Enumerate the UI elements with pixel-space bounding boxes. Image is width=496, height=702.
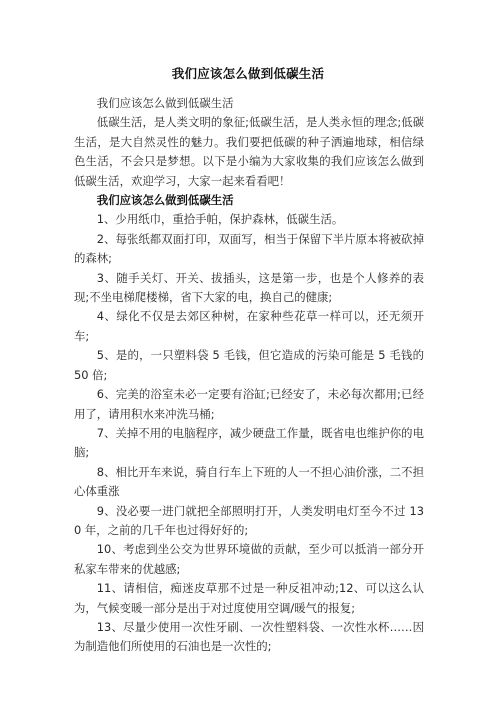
body-paragraph: 我们应该怎么做到低碳生活: [96, 96, 234, 110]
body-paragraph: 1、少用纸巾，重拾手帕，保护森林，低碳生活。: [96, 212, 344, 227]
body-paragraph: 3、随手关灯、开关、拔插头，这是第一步，也是个人修养的表现;不坐电梯爬楼梯，省下大家的电，换自己的健康;: [74, 270, 424, 305]
body-paragraph: 10、考虑到坐公交为世界环境做的贡献，至少可以抵消一部分开私家车带来的优越感;: [74, 542, 424, 576]
body-paragraph: 5、是的，一只塑料袋 5 毛钱，但它造成的污染可能是 5 毛钱的 50 倍;: [74, 348, 424, 382]
body-paragraph: 7、关掉不用的电脑程序，减少硬盘工作量，既省电也维护你的电脑;: [74, 425, 424, 460]
body-paragraph: 6、完美的浴室未必一定要有浴缸;已经安了，未必每次都用;已经用了，请用积水来冲洗马桶;: [74, 387, 424, 421]
body-paragraph: 13、尽量少使用一次性牙刷、一次性塑料袋、一次性水杯……因为制造他们所使用的石油也是一次性的;: [74, 619, 424, 654]
body-paragraph: 4、绿化不仅是去郊区种树，在家种些花草一样可以，还无须开车;: [74, 309, 424, 343]
section-heading: 我们应该怎么做到低碳生活: [96, 193, 234, 208]
document-body: [74, 94, 424, 657]
body-paragraph: 8、相比开车来说，骑自行车上下班的人一不担心油价涨，二不担心体重涨: [74, 464, 424, 499]
document-title: 我们应该怎么做到低碳生活: [171, 66, 325, 81]
body-paragraph: 2、每张纸都双面打印，双面写，相当于保留下半片原本将被砍掉的森林;: [74, 231, 424, 266]
body-paragraph: 11、请相信，痴迷皮草那不过是一种反祖冲动;12、可以这么认为，气候变暖一部分是出于对过度使用空调/暖气的报复;: [74, 581, 424, 615]
body-paragraph: 9、没必要一进门就把全部照明打开，人类发明电灯至今不过 130 年，之前的几千年也过得好好的;: [74, 503, 424, 537]
body-paragraph: 低碳生活，是人类文明的象征;低碳生活，是人类永恒的理念;低碳生活，是大自然灵性的魅力。我们要把低碳的种子洒遍地球，相信绿色生活，不会只是梦想。以下是小编为大家收集的我们应该怎么做到低碳生活，欢迎学习，大家一起来看看吧！: [74, 115, 424, 188]
